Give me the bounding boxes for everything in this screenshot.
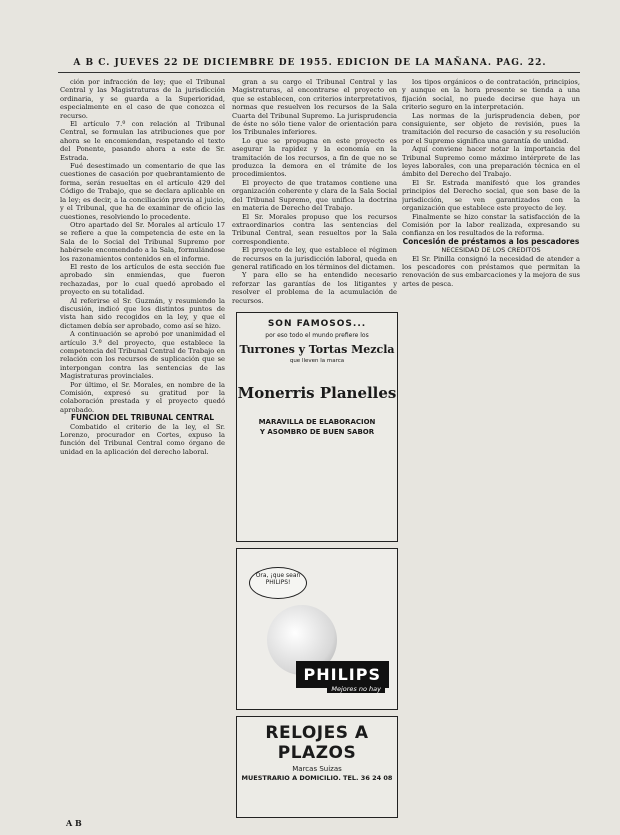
advertisement-philips: [236, 548, 398, 710]
page-footer: A B: [66, 818, 82, 828]
paragraph: ción por infracción de ley; que el Tribunal Central y las Magistraturas de la jurisdicción ordinaria, y se guarda a la Superioridad, especialmente en el caso de que conozca el recurso.: [60, 78, 225, 120]
ad-line: por eso todo el mundo prefiere los: [265, 332, 369, 339]
ad-slogan: Mejores no hay: [327, 685, 385, 693]
ad-line: MUESTRARIO A DOMICILIO. TEL. 36 24 08: [241, 774, 393, 782]
paragraph: Finalmente se hizo constar la satisfacción de la Comisión por la labor realizada, expresando su confianza en los resultados de la reforma.: [402, 212, 580, 238]
ad-line: MARAVILLA DE ELABORACION: [258, 418, 376, 426]
paragraph: Aquí conviene hacer notar la importancia del Tribunal Supremo como máximo intérprete de las leyes laborales, con una preparación técnica en el ámbito del Derecho del Trabajo.: [402, 145, 580, 179]
paragraph: El proyecto de ley, que establece el régimen de recursos en la jurisdicción laboral, queda en general ratificado en los términos del dictamen.: [232, 246, 397, 271]
paragraph: El Sr. Pinilla consignó la necesidad de atender a los pescadores con préstamos que permitan la renovación de sus embarcaciones y la mejora de sus artes de pesca.: [402, 254, 580, 288]
paragraph: El proyecto de que tratamos contiene una organización coherente y clara de la Sala Social del Tribunal Supremo, que unifica la doctrina en materia de Derecho del Trabajo.: [232, 178, 397, 213]
header-rule: [58, 72, 580, 73]
column-right: [402, 78, 580, 818]
ad-brand: PHILIPS: [296, 661, 389, 688]
paragraph: El resto de los artículos de esta sección fue aprobado sin enmiendas, que fueron rechazadas, por lo cual quedó aprobado el proyecto en su totalidad.: [60, 262, 225, 297]
paragraph: gran a su cargo el Tribunal Central y las Magistraturas, al encontrarse el proyecto en que se establecen, con criterios interpretativos, normas que resuelven los recursos de la Sala Cuarta del Tribunal Supremo. La jurisprudencia de éste no sólo tiene valor de orientación para los Tribunales inferiores.: [232, 78, 397, 137]
paragraph: Al referirse el Sr. Guzmán, y resumiendo la discusión, indicó que los distintos puntos de vista han sido recogidos en la ley, y que el dictamen debía ser aprobado, como así se hizo.: [60, 296, 225, 330]
section-headline: Concesión de préstamos a los pescadores: [402, 236, 580, 246]
ad-title: RELOJES A PLAZOS: [265, 723, 369, 763]
page-header: A B C. JUEVES 22 DE DICIEMBRE DE 1955. EDICION DE LA MAÑANA. PAG. 22.: [73, 58, 547, 68]
section-subheadline: NECESIDAD DE LOS CREDITOS: [441, 246, 541, 255]
paragraph: Por último, el Sr. Morales, en nombre de la Comisión, expresó su gratitud por la colaboración prestada y el proyecto quedó aprobado.: [60, 380, 225, 414]
paragraph: Combatido el criterio de la ley, el Sr. Lorenzo, procurador en Cortes, expuso la función del Tribunal Central como órgano de unidad en la aplicación del derecho laboral.: [60, 422, 225, 456]
section-headline: FUNCION DEL TRIBUNAL CENTRAL: [70, 413, 215, 423]
paragraph: los tipos orgánicos o de contratación, principios, y aunque en la hora presente se tienda a una fijación social, no puede decirse que haya un criterio seguro en la interpretación.: [402, 78, 580, 112]
paragraph: Fué desestimado un comentario de que las cuestiones de casación por quebrantamiento de forma, serán resueltas en el artículo 429 del Código de Trabajo, que se declara aplicable en la ley; es decir, a la conciliación previa al juicio, y el Tribunal, que ha de examinar de oficio las cuestiones, resolviendo lo procedente.: [60, 162, 225, 221]
column-left: [60, 78, 225, 818]
paragraph: Y para ello se ha entendido necesario reforzar las garantías de los litigantes y resolver el problema de la acumulación de recursos.: [232, 271, 397, 305]
paragraph: El artículo 7.º con relación al Tribunal Central, se formulan las atribuciones que por ahora se le encomiendan, respetando el texto del Ponente, pasando ahora a este de Sr. Estrada.: [60, 120, 225, 162]
paragraph: El Sr. Estrada manifestó que los grandes principios del Derecho social, que son base de la jurisdicción, se ven garantizados con la organización que establece este proyecto de ley.: [402, 178, 580, 213]
advertisement-turrones: [236, 312, 398, 542]
speech-bubble: Ora, ¡que sean PHILIPS!: [249, 567, 307, 599]
advertisement-relojes: [236, 716, 398, 818]
paragraph: Lo que se propugna en este proyecto es asegurar la rapidez y la economía en la tramitación de los recursos, a fin de que no se produzca la demora en el trámite de los procedimientos.: [232, 136, 397, 179]
ad-line: Y ASOMBRO DE BUEN SABOR: [259, 428, 375, 436]
ad-line: Turrones y Tortas Mezcla: [239, 343, 395, 356]
ad-line: que lleven la marca: [289, 358, 345, 364]
paragraph: Otro apartado del Sr. Morales al artículo 17 se refiere a que la competencia de este en la Sala de lo Social del Tribunal Supremo por habérsele encomendado a la Sala, formulándose los razonamientos contenidos en el informe.: [60, 220, 225, 263]
paragraph: El Sr. Morales propuso que los recursos extraordinarios contra las sentencias del Tribunal Central, sean resueltos por la Sala correspondiente.: [232, 212, 397, 246]
paragraph: Las normas de la jurisprudencia deben, por consiguiente, ser objeto de revisión, pues la tramitación del recurso de casación y su resolución por el Supremo significa una garantía de unidad.: [402, 111, 580, 145]
ad-line: SON FAMOSOS...: [267, 319, 367, 329]
ad-line: Marcas Suizas: [292, 765, 342, 773]
paragraph: A continuación se aprobó por unanimidad el artículo 3.º del proyecto, que establece la competencia del Tribunal Central de Trabajo en relación con los recursos de suplicación que se interpongan contra las sentencias de las Magistraturas provinciales.: [60, 330, 225, 381]
ad-brand: Monerris Planelles: [237, 384, 397, 402]
